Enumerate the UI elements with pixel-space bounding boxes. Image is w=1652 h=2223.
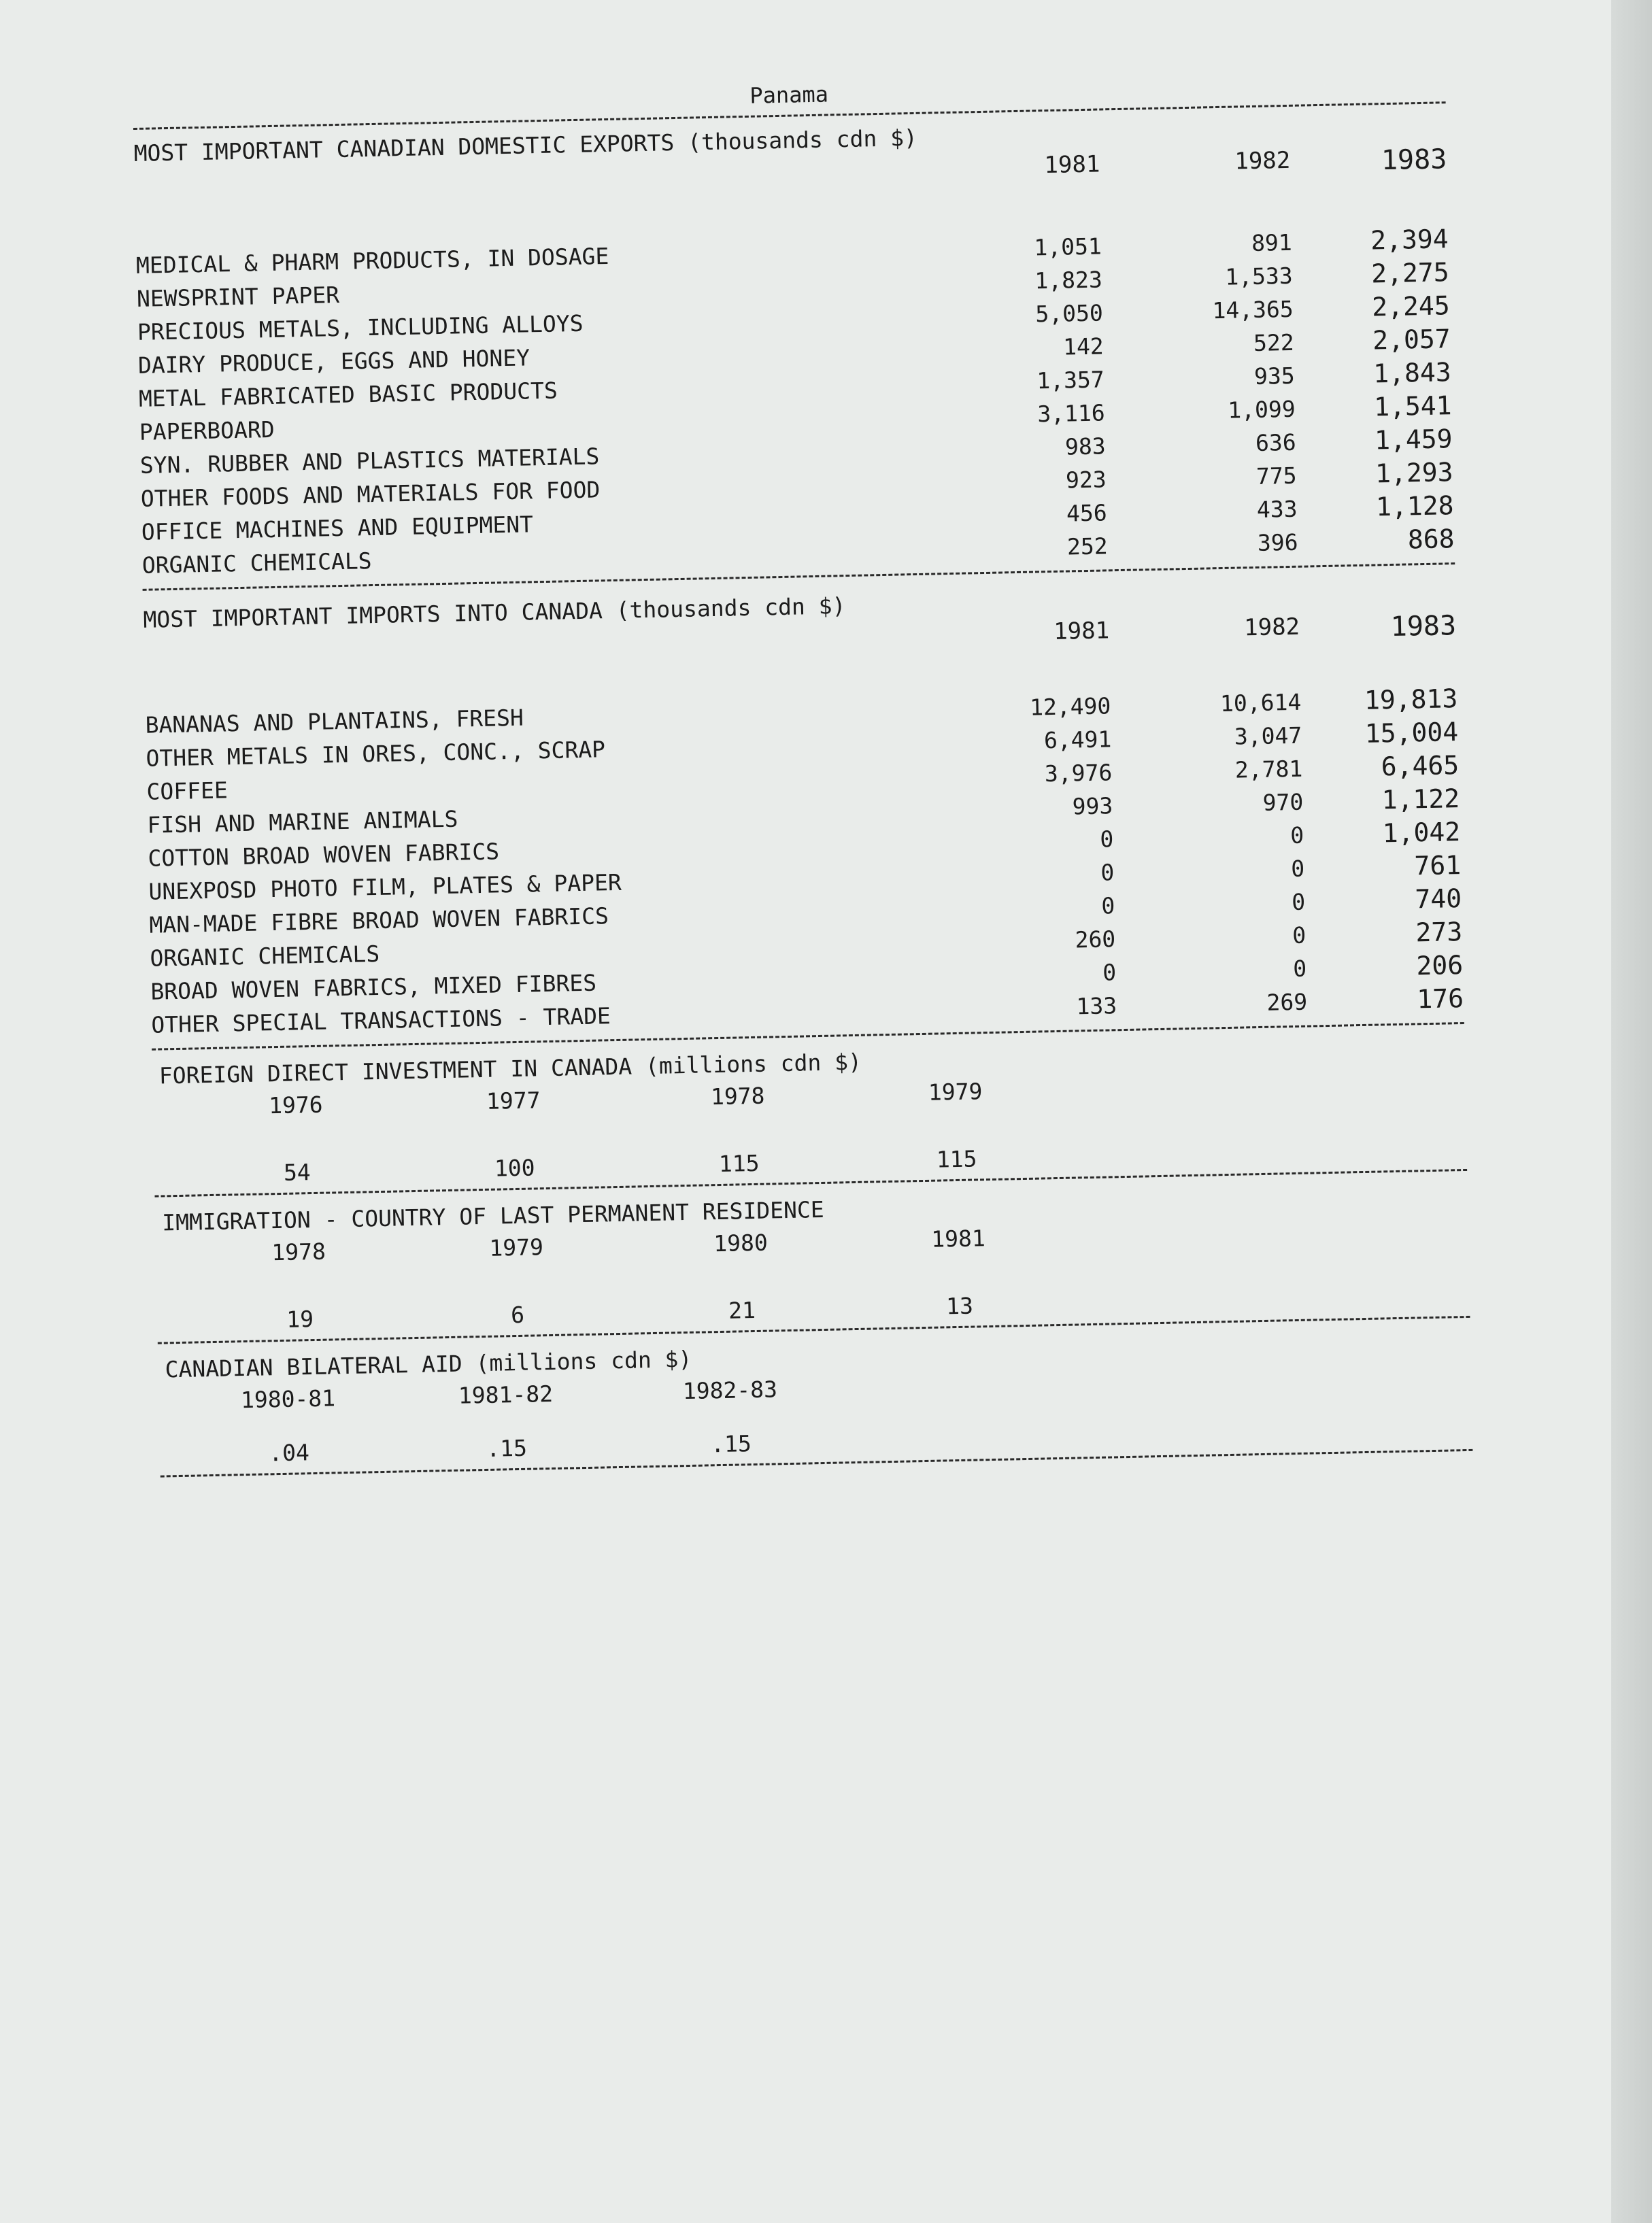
value-1983: 761: [1414, 850, 1462, 881]
immigration-year: 1981: [930, 1225, 986, 1253]
immigration-year: 1979: [488, 1234, 544, 1261]
value-1983: 2,057: [1372, 324, 1451, 356]
exports-table: [136, 222, 1455, 582]
row-label: NEWSPRINT PAPER: [136, 281, 340, 312]
value-1982: 935: [1253, 362, 1296, 390]
imports-title: MOST IMPORTANT IMPORTS INTO CANADA (thousands cdn $): [143, 592, 846, 633]
immigration-value: 6: [510, 1301, 525, 1329]
value-1983: 19,813: [1364, 683, 1458, 715]
value-1982: 396: [1257, 528, 1298, 556]
aid-year: 1981-82: [458, 1380, 554, 1409]
row-label: MEDICAL & PHARM PRODUCTS, IN DOSAGE: [135, 242, 609, 279]
row-label: ORGANIC CHEMICALS: [150, 940, 380, 972]
value-1982: 775: [1255, 462, 1297, 490]
value-1981: 0: [1102, 959, 1117, 986]
value-1982: 269: [1266, 988, 1308, 1016]
row-label: OTHER SPECIAL TRANSACTIONS - TRADE: [151, 1002, 611, 1038]
fdi-value: 115: [718, 1149, 760, 1178]
value-1981: 260: [1075, 926, 1116, 953]
value-1981: 923: [1065, 466, 1107, 494]
value-1982: 970: [1262, 788, 1304, 816]
value-1982: 0: [1291, 888, 1306, 916]
row-label: MAN-MADE FIBRE BROAD WOVEN FABRICS: [149, 902, 609, 938]
value-1983: 206: [1415, 950, 1464, 981]
year-header: 1983: [1381, 143, 1447, 177]
value-1981: 0: [1099, 826, 1114, 853]
value-1983: 273: [1415, 917, 1463, 948]
row-label: OFFICE MACHINES AND EQUIPMENT: [141, 511, 534, 545]
aid-values: [160, 1416, 1472, 1469]
document: [133, 69, 1473, 1484]
value-1982: 1,533: [1224, 262, 1294, 290]
fdi-year: 1977: [486, 1087, 541, 1115]
value-1981: 5,050: [1034, 299, 1104, 328]
row-label: BROAD WOVEN FABRICS, MIXED FIBRES: [150, 969, 597, 1005]
page-title: Panama: [749, 81, 829, 109]
aid-year: 1980-81: [240, 1385, 336, 1414]
value-1982: 10,614: [1219, 688, 1302, 717]
value-1981: 133: [1076, 992, 1117, 1020]
value-1983: 1,122: [1381, 783, 1460, 815]
aid-value: .15: [710, 1430, 752, 1458]
value-1981: 993: [1072, 792, 1113, 820]
value-1981: 1,357: [1036, 366, 1105, 394]
immigration-year: 1980: [713, 1229, 769, 1257]
year-header: 1982: [1243, 613, 1300, 642]
value-1982: 522: [1253, 328, 1295, 356]
value-1983: 1,541: [1373, 390, 1452, 422]
fdi-year: 1979: [928, 1078, 983, 1106]
immigration-value: 13: [945, 1292, 974, 1320]
value-1982: 636: [1255, 428, 1296, 456]
value-1983: 1,459: [1374, 424, 1453, 456]
value-1983: 6,465: [1381, 750, 1460, 782]
row-label: DAIRY PRODUCE, EGGS AND HONEY: [137, 344, 530, 379]
row-label: COTTON BROAD WOVEN FABRICS: [148, 838, 500, 872]
value-1982: 891: [1251, 228, 1293, 257]
value-1983: 176: [1416, 983, 1464, 1015]
value-1983: 15,004: [1364, 717, 1459, 749]
value-1981: 0: [1100, 892, 1115, 919]
year-header: 1981: [1053, 617, 1110, 645]
fdi-section: [152, 1036, 1467, 1189]
year-header: 1982: [1234, 146, 1291, 175]
fdi-year: 1976: [268, 1091, 323, 1119]
row-label: METAL FABRICATED BASIC PRODUCTS: [138, 377, 558, 412]
value-1983: 2,275: [1370, 257, 1450, 289]
value-1983: 868: [1407, 524, 1455, 555]
fdi-values: [154, 1136, 1466, 1189]
fdi-value: 100: [494, 1154, 535, 1182]
row-label: UNEXPOSD PHOTO FILM, PLATES & PAPER: [148, 868, 622, 905]
value-1981: 983: [1064, 432, 1107, 460]
immigration-value: 19: [286, 1306, 314, 1333]
fdi-value: 115: [936, 1145, 977, 1173]
value-1982: 0: [1290, 855, 1305, 883]
fdi-year: 1978: [710, 1082, 765, 1110]
row-label: OTHER FOODS AND MATERIALS FOR FOOD: [140, 476, 601, 512]
fdi-value: 54: [283, 1159, 311, 1186]
year-header: 1981: [1044, 150, 1100, 180]
row-label: PAPERBOARD: [139, 415, 275, 445]
value-1982: 0: [1289, 821, 1304, 849]
value-1983: 1,843: [1372, 357, 1452, 389]
row-label: BANANAS AND PLANTAINS, FRESH: [145, 704, 524, 739]
value-1983: 1,293: [1375, 457, 1453, 489]
aid-year: 1982-83: [682, 1376, 778, 1405]
value-1981: 6,491: [1043, 726, 1112, 754]
immigration-value: 21: [728, 1296, 756, 1324]
value-1981: 456: [1066, 499, 1108, 527]
value-1981: 0: [1100, 859, 1115, 886]
imports-table: [145, 682, 1464, 1042]
value-1982: 1,099: [1227, 395, 1296, 424]
page-edge: [1611, 0, 1652, 2223]
aid-section: [158, 1330, 1472, 1469]
value-1983: 2,394: [1370, 224, 1449, 256]
value-1983: 740: [1415, 883, 1462, 915]
row-label: ORGANIC CHEMICALS: [141, 547, 372, 579]
aid-value: .04: [268, 1439, 310, 1467]
imports-section: [143, 577, 1464, 1042]
row-label: OTHER METALS IN ORES, CONC., SCRAP: [146, 736, 606, 772]
value-1983: 1,128: [1375, 490, 1454, 522]
immigration-year: 1978: [271, 1238, 326, 1266]
immigration-section: [155, 1183, 1470, 1336]
value-1981: 252: [1066, 532, 1108, 560]
value-1982: 0: [1292, 921, 1307, 949]
value-1981: 3,976: [1044, 759, 1113, 787]
exports-title: MOST IMPORTANT CANADIAN DOMESTIC EXPORTS (thousands cdn $): [133, 124, 918, 167]
exports-section: [133, 110, 1455, 582]
year-header: 1983: [1390, 610, 1457, 643]
aid-title: CANADIAN BILATERAL AID (millions cdn $): [165, 1345, 692, 1383]
row-label: COFFEE: [146, 777, 229, 805]
value-1982: 0: [1292, 955, 1307, 983]
value-1982: 2,781: [1234, 755, 1303, 783]
aid-value: .15: [486, 1434, 528, 1462]
value-1981: 1,051: [1034, 233, 1102, 261]
value-1981: 1,823: [1034, 266, 1103, 294]
row-label: PRECIOUS METALS, INCLUDING ALLOYS: [137, 309, 584, 345]
value-1982: 433: [1256, 495, 1298, 523]
value-1982: 3,047: [1234, 722, 1302, 750]
value-1983: 1,042: [1382, 817, 1461, 849]
immigration-values: [157, 1283, 1470, 1336]
value-1981: 142: [1062, 333, 1105, 360]
value-1981: 12,490: [1029, 692, 1111, 721]
row-label: FISH AND MARINE ANIMALS: [147, 805, 458, 838]
immigration-title: IMMIGRATION - COUNTRY OF LAST PERMANENT RESIDENCE: [161, 1195, 825, 1236]
value-1982: 14,365: [1212, 295, 1294, 324]
value-1983: 2,245: [1371, 290, 1451, 322]
value-1981: 3,116: [1036, 399, 1106, 428]
fdi-title: FOREIGN DIRECT INVESTMENT IN CANADA (millions cdn $): [158, 1048, 862, 1089]
row-label: SYN. RUBBER AND PLASTICS MATERIALS: [139, 443, 600, 479]
